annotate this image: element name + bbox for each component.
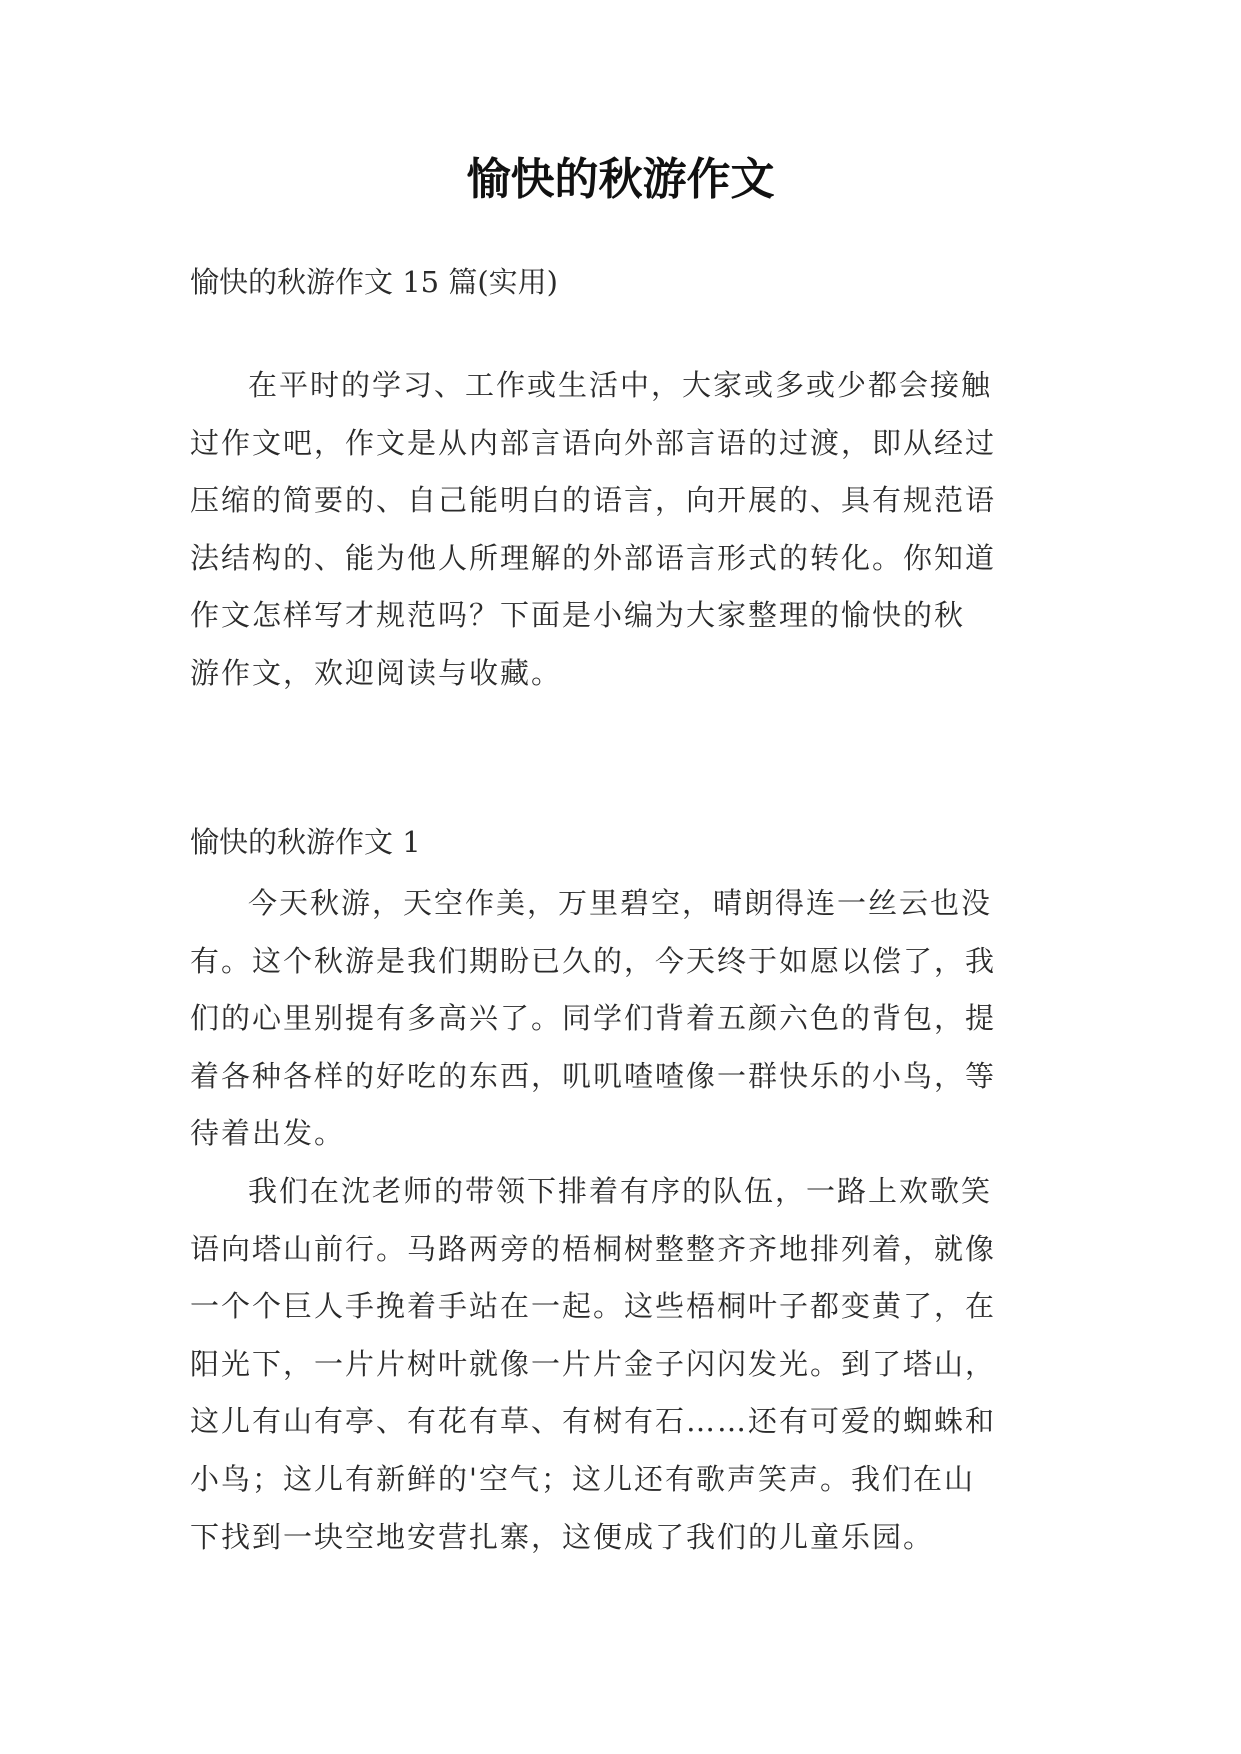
- paragraph-line: 小鸟；这儿有新鲜的'空气；这儿还有歌声笑声。我们在山: [190, 1461, 975, 1496]
- paragraph-line: 待着出发。: [190, 1116, 346, 1151]
- section-heading: 愉快的秋游作文 1: [190, 825, 421, 859]
- intro-line: 作文怎样写才规范吗？下面是小编为大家整理的愉快的秋: [190, 598, 966, 633]
- intro-line: 压缩的简要的、自己能明白的语言，向开展的、具有规范语: [190, 483, 997, 518]
- intro-line: 游作文，欢迎阅读与收藏。: [190, 655, 563, 690]
- paragraph-line: 一个个巨人手挽着手站在一起。这些梧桐叶子都变黄了，在: [190, 1289, 997, 1324]
- paragraph-line: 阳光下，一片片树叶就像一片片金子闪闪发光。到了塔山，: [190, 1346, 997, 1381]
- intro-line: 在平时的学习、工作或生活中，大家或多或少都会接触: [248, 368, 993, 402]
- section1-paragraph-2: [190, 1163, 1050, 1566]
- document-title: 愉快的秋游作文: [466, 154, 775, 205]
- intro-paragraph: [190, 357, 1050, 703]
- paragraph-line: 我们在沈老师的带领下排着有序的队伍，一路上欢歌笑: [248, 1174, 993, 1208]
- paragraph-line: 下找到一块空地安营扎寨，这便成了我们的儿童乐园。: [190, 1519, 935, 1554]
- intro-line: 过作文吧，作文是从内部言语向外部言语的过渡，即从经过: [190, 425, 997, 460]
- paragraph-line: 有。这个秋游是我们期盼已久的，今天终于如愿以偿了，我: [190, 943, 997, 978]
- paragraph-line: 们的心里别提有多高兴了。同学们背着五颜六色的背包，提: [190, 1001, 997, 1036]
- document-subtitle: 愉快的秋游作文 15 篇(实用): [190, 265, 558, 299]
- paragraph-line: 这儿有山有亭、有花有草、有树有石……还有可爱的蜘蛛和: [190, 1404, 997, 1439]
- paragraph-line: 今天秋游，天空作美，万里碧空，晴朗得连一丝云也没: [248, 886, 993, 920]
- paragraph-line: 语向塔山前行。马路两旁的梧桐树整整齐齐地排列着，就像: [190, 1231, 997, 1266]
- paragraph-line: 着各种各样的好吃的东西，叽叽喳喳像一群快乐的小鸟，等: [190, 1058, 997, 1093]
- intro-line: 法结构的、能为他人所理解的外部语言形式的转化。你知道: [190, 540, 997, 575]
- section1-paragraph-1: [190, 875, 1050, 1163]
